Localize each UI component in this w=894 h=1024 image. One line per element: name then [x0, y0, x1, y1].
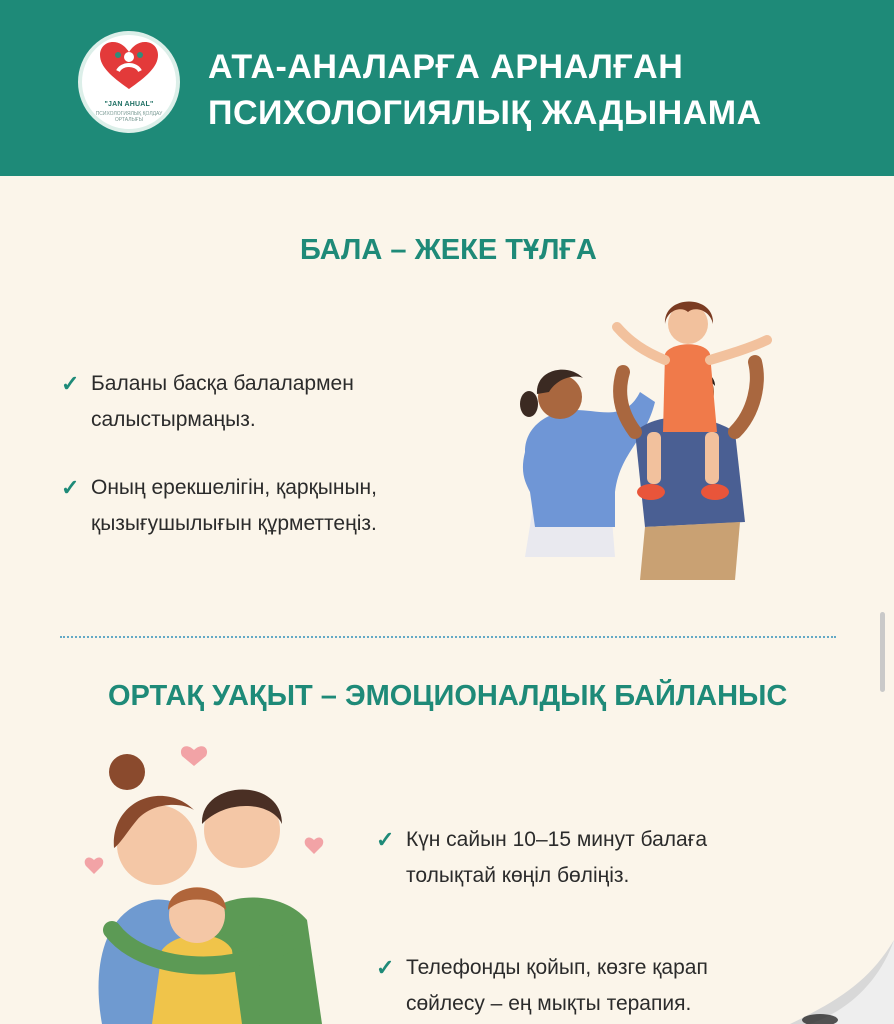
family-hug-illustration	[82, 740, 332, 1024]
section-1-bullet-2	[61, 470, 431, 542]
title-line-2: ПСИХОЛОГИЯЛЫҚ ЖАДЫНАМА	[208, 94, 762, 132]
bullet-text: Оның ерекшелігін, қарқынын, қызығушылығын құрметтеңіз.	[91, 476, 377, 535]
checkmark-icon: ✓	[376, 827, 395, 852]
bullet-text: Күн сайын 10–15 минут балаға толықтай көңіл бөліңіз.	[406, 828, 708, 887]
checkmark-icon: ✓	[61, 371, 80, 396]
bullet-text: Телефонды қойып, көзге қарап сөйлесу – ең мықты терапия.	[406, 956, 708, 1015]
section-1-bullet-1	[61, 366, 411, 438]
checkmark-icon: ✓	[376, 955, 395, 980]
logo-subtext: ПСИХОЛОГИЯЛЫҚ ҚОЛДАУ ОРТАЛЫҒЫ	[95, 111, 163, 123]
section-divider	[60, 636, 836, 638]
section-2-bullet-1	[376, 822, 766, 894]
section-1-heading: БАЛА – ЖЕКЕ ТҰЛҒА	[300, 234, 597, 266]
checkmark-icon: ✓	[61, 475, 80, 500]
page-title	[208, 44, 762, 136]
bullet-text: Баланы басқа балалармен салыстырмаңыз.	[91, 372, 354, 431]
organization-logo	[78, 31, 180, 133]
header-banner	[0, 0, 894, 176]
page-curl-icon[interactable]	[790, 940, 894, 1024]
heart-family-logo-icon	[82, 35, 176, 97]
section-2-heading: ОРТАҚ УАҚЫТ – ЭМОЦИОНАЛДЫҚ БАЙЛАНЫС	[108, 680, 788, 712]
scrollbar-thumb[interactable]	[880, 612, 885, 692]
logo-text: "JAN AHUAL"	[104, 101, 154, 108]
section-2-bullet-2	[376, 950, 766, 1022]
family-shoulders-illustration	[505, 282, 790, 582]
title-line-1: АТА-АНАЛАРҒА АРНАЛҒАН	[208, 48, 684, 86]
